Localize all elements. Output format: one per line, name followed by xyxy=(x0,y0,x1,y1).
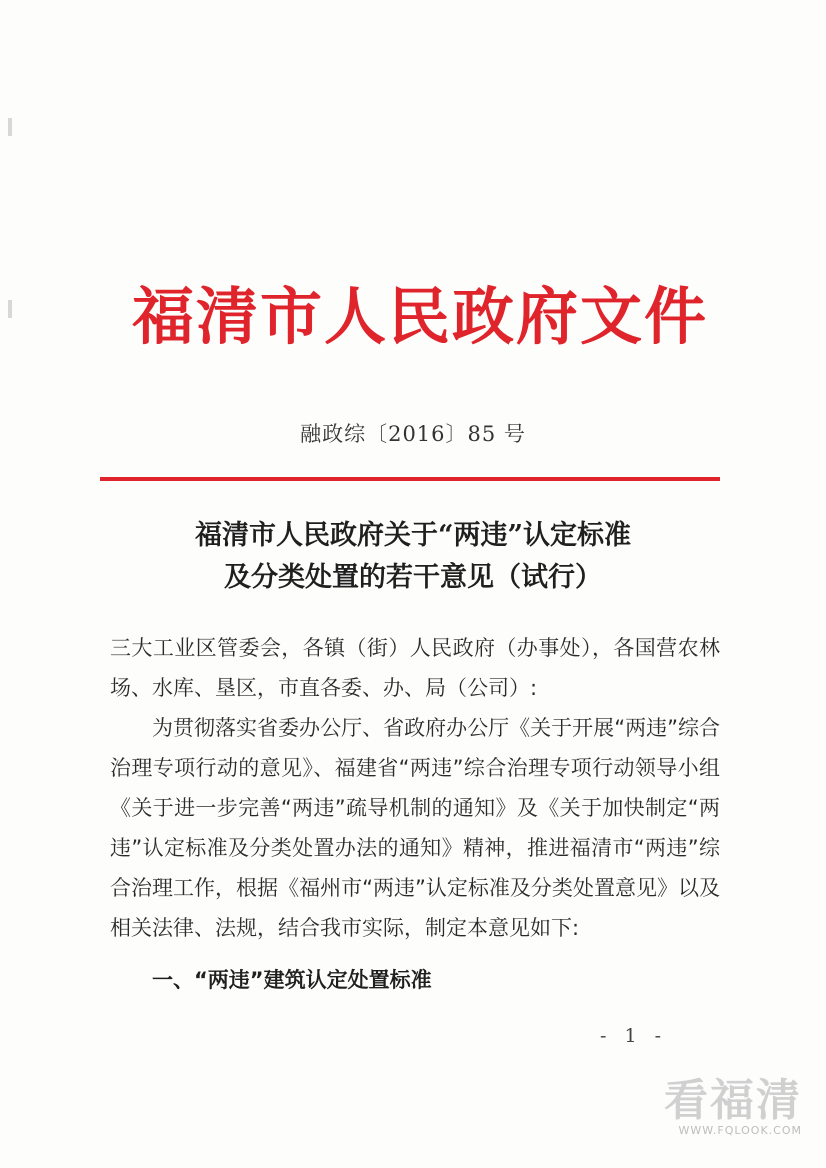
watermark-logo: 看福清 xyxy=(664,1075,802,1126)
document-body xyxy=(110,628,720,948)
page-number: - 1 - xyxy=(600,1025,668,1047)
scan-mark xyxy=(8,300,12,318)
title-line-2: 及分类处置的若干意见（试行） xyxy=(224,562,602,593)
addressee-paragraph: 三大工业区管委会，各镇（街）人民政府（办事处），各国营农林场、水库、垦区，市直各委、办、局（公司）: xyxy=(110,636,720,700)
watermark xyxy=(664,1075,802,1137)
title-line-1: 福清市人民政府关于“两违”认定标准 xyxy=(194,520,632,551)
body-paragraph: 为贯彻落实省委办公厅、省政府办公厅《关于开展“两违”综合治理专项行动的意见》、福建省“两违”综合治理专项行动领导小组《关于进一步完善“两违”疏导机制的通知》及《关于加快制定“两违”认定标准及分类处置办法的通知》精神，推进福清市“两违”综合治理工作，根据《福州市“两违”认定标准及分类处置意见》以及相关法律、法规，结合我市实际，制定本意见如下: xyxy=(110,716,720,940)
masthead-title: 福清市人民政府文件 xyxy=(131,280,708,353)
scan-mark xyxy=(8,118,12,136)
section-heading: 一、“两违”建筑认定处置标准 xyxy=(152,968,432,992)
document-number: 融政综〔2016〕85 号 xyxy=(300,422,526,446)
watermark-url: WWW.FQLOOK.COM xyxy=(678,1124,802,1137)
document-title xyxy=(100,515,726,599)
red-divider-line xyxy=(100,477,720,481)
